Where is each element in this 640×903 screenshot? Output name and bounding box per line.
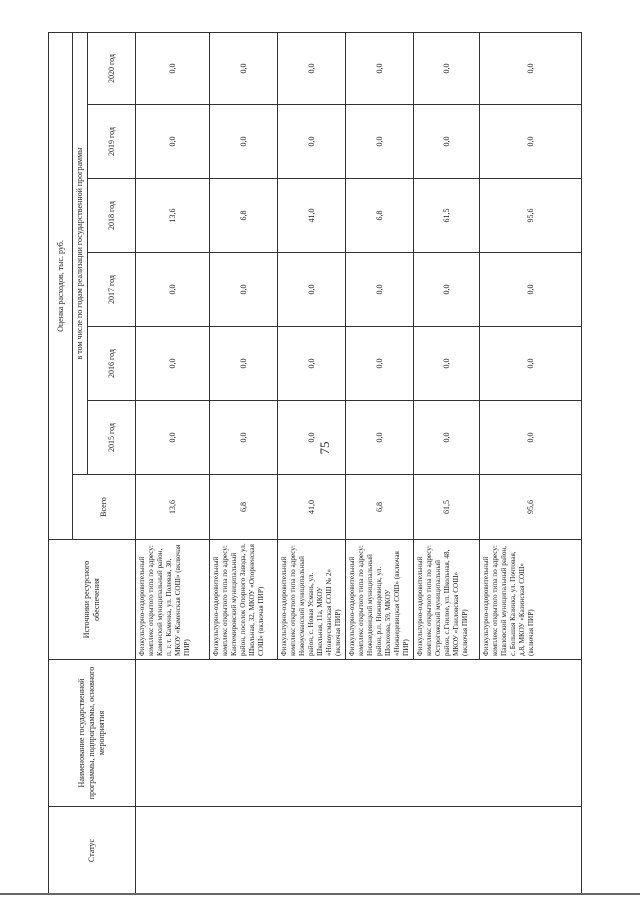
total-cell: 6,8 xyxy=(210,475,278,540)
header-year: 2019 год xyxy=(88,105,136,179)
value-cell: 0,0 xyxy=(278,105,346,179)
value-cell: 0,0 xyxy=(480,401,582,475)
value-cell: 0,0 xyxy=(346,32,414,104)
value-cell: 0,0 xyxy=(136,327,210,401)
value-cell: 0,0 xyxy=(346,327,414,401)
value-cell: 0,0 xyxy=(210,32,278,104)
total-cell: 95,6 xyxy=(480,475,582,540)
value-cell: 0,0 xyxy=(414,327,480,401)
source-cell: Физкультурно-оздоровительный комплекс открытого типа по адресу: Нижнедевицкий муниципальный район, р.п. Нижнедевицк, ул. Шолохова, 59, МКОУ «Нижнедевицкая СОШ» (включая ПИР) xyxy=(346,540,414,660)
page-number: 75 xyxy=(317,441,332,455)
value-cell: 6,8 xyxy=(346,179,414,253)
value-cell: 0,0 xyxy=(414,253,480,327)
value-cell: 0,0 xyxy=(346,105,414,179)
value-cell: 0,0 xyxy=(210,105,278,179)
value-cell: 41,0 xyxy=(278,179,346,253)
program-cell xyxy=(136,660,582,807)
header-source: Источники ресурсного обеспечения xyxy=(49,540,136,660)
value-cell: 0,0 xyxy=(136,401,210,475)
value-cell: 95,6 xyxy=(480,179,582,253)
header-year: 2015 год xyxy=(88,401,136,475)
source-cell: Физкультурно-оздоровительный комплекс открытого типа по адресу: Новоусманский муниципальный район, с. Новая Усмань, ул. Школьная, 11а, МКОУ «Новоусманская СОШ № 2» (включая ПИР) xyxy=(278,540,346,660)
header-including: в том числе по годам реализации государственной программы xyxy=(73,32,88,474)
total-cell: 13,6 xyxy=(136,475,210,540)
value-cell: 0,0 xyxy=(136,105,210,179)
value-cell: 0,0 xyxy=(210,401,278,475)
value-cell: 61,5 xyxy=(414,179,480,253)
header-total: Всего xyxy=(73,475,136,540)
total-cell: 61,5 xyxy=(414,475,480,540)
expense-table xyxy=(48,32,582,895)
expense-table-rotated xyxy=(48,33,576,895)
value-cell: 0,0 xyxy=(414,105,480,179)
total-cell: 41,0 xyxy=(278,475,346,540)
table-row xyxy=(136,32,210,894)
source-cell: Физкультурно-оздоровительный комплекс открытого типа по адресу: Каменский муниципальный район, п. г. т. Каменка, ул. Полевая, 30, МКОУ «Каменская СОШ» (включая ПИР) xyxy=(136,540,210,660)
header-status: Статус xyxy=(49,807,136,895)
value-cell: 0,0 xyxy=(480,105,582,179)
source-cell: Физкультурно-оздоровительный комплекс открытого типа по адресу: Острогожский муниципальный район, с.Гнилое, ул. Школьная, 48, МКОУ «Гниловская СОШ» (включая ПИР) xyxy=(414,540,480,660)
value-cell: 0,0 xyxy=(278,32,346,104)
value-cell: 0,0 xyxy=(278,401,346,475)
value-cell: 0,0 xyxy=(278,253,346,327)
value-cell: 0,0 xyxy=(480,327,582,401)
value-cell: 6,8 xyxy=(210,179,278,253)
source-cell: Физкультурно-оздоровительный комплекс открытого типа по адресу: Павловский муниципальный район, с. Большая Казинка, ул. Почтовая, д.8, МКОУ «Казинская СОШ» (включая ПИР) xyxy=(480,540,582,660)
value-cell: 0,0 xyxy=(346,401,414,475)
header-program: Наименование государственной программы, подпрограммы, основного мероприятия xyxy=(49,660,136,807)
value-cell: 0,0 xyxy=(480,32,582,104)
value-cell: 13,6 xyxy=(136,179,210,253)
value-cell: 0,0 xyxy=(278,327,346,401)
total-cell: 6,8 xyxy=(346,475,414,540)
header-estimate: Оценка расходов, тыс. руб. xyxy=(49,32,73,539)
value-cell: 0,0 xyxy=(210,253,278,327)
value-cell: 0,0 xyxy=(346,253,414,327)
status-cell xyxy=(136,807,582,895)
header-year: 2017 год xyxy=(88,253,136,327)
value-cell: 0,0 xyxy=(414,401,480,475)
source-cell: Физкультурно-оздоровительный комплекс открытого типа по адресу: Кантемировский муниципальный район, поселок Опорного Завода, ул. Школьная, 32, МКОУ «Опорненская СОШ» (включая ПИР) xyxy=(210,540,278,660)
bottom-rule xyxy=(0,893,640,895)
header-year: 2020 год xyxy=(88,32,136,104)
value-cell: 0,0 xyxy=(414,32,480,104)
header-year: 2016 год xyxy=(88,327,136,401)
value-cell: 0,0 xyxy=(136,32,210,104)
value-cell: 0,0 xyxy=(480,253,582,327)
value-cell: 0,0 xyxy=(136,253,210,327)
value-cell: 0,0 xyxy=(210,327,278,401)
header-year: 2018 год xyxy=(88,179,136,253)
